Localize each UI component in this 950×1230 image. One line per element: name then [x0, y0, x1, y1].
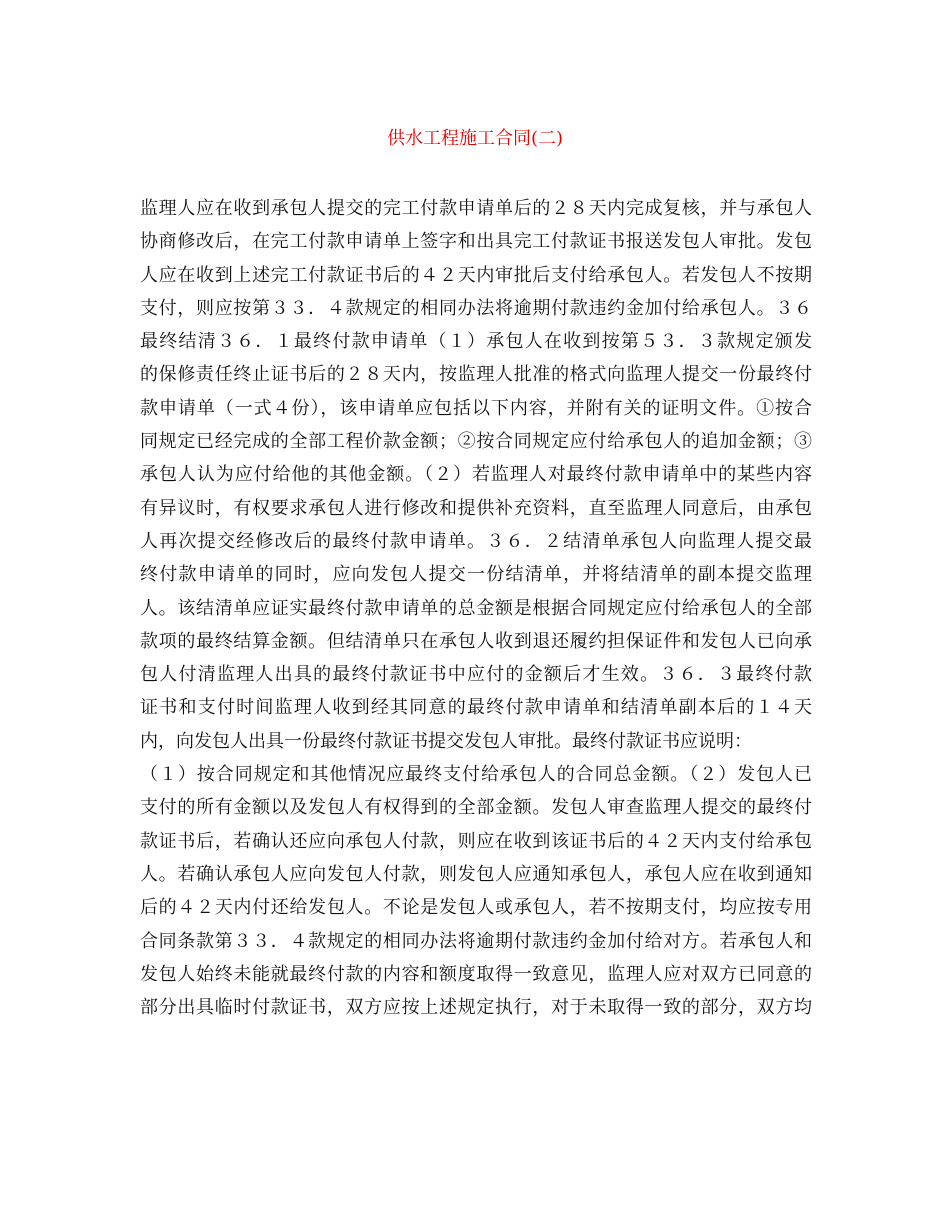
body-line: 终付款申请单的同时，应向发包人提交一份结清单，并将结清单的副本提交监理: [140, 564, 814, 586]
body-line: 款申请单（一式４份），该申请单应包括以下内容，并附有关的证明文件。①按合: [140, 397, 813, 419]
body-line: 发包人始终未能就最终付款的内容和额度取得一致意见，监理人应对双方已同意的: [140, 963, 813, 985]
body-line: 合同条款第３３．４款规定的相同办法将逾期付款违约金加付给对方。若承包人和: [140, 930, 813, 952]
document-title: 供水工程施工合同(二): [386, 128, 564, 149]
body-line: 承包人认为应付给他的其他金额。（２）若监理人对最终付款申请单中的某些内容: [140, 464, 813, 486]
body-line: 支付的所有金额以及发包人有权得到的全部金额。发包人审查监理人提交的最终付: [140, 797, 813, 819]
body-line: 支付，则应按第３３．４款规定的相同办法将逾期付款违约金加付给承包人。３６: [140, 297, 813, 319]
body-line: （１）按合同规定和其他情况应最终支付给承包人的合同总金额。（２）发包人已: [140, 764, 813, 786]
body-line: 款证书后，若确认还应向承包人付款，则应在收到该证书后的４２天内支付给承包: [140, 830, 813, 852]
body-line: 内，向发包人出具一份最终付款证书提交发包人审批。最终付款证书应说明：: [140, 730, 752, 752]
body-line: 有异议时，有权要求承包人进行修改和提供补充资料，直至监理人同意后，由承包: [140, 497, 813, 519]
body-line: 人。若确认承包人应向发包人付款，则发包人应通知承包人，承包人应在收到通知: [140, 863, 813, 885]
body-line: 人。该结清单应证实最终付款申请单的总金额是根据合同规定应付给承包人的全部: [140, 597, 813, 619]
document-body: [140, 192, 812, 1024]
body-line: 后的４２天内付还给发包人。不论是发包人或承包人，若不按期支付，均应按专用: [140, 897, 813, 919]
body-line: 款项的最终结算金额。但结清单只在承包人收到退还履约担保证件和发包人已向承: [140, 630, 813, 652]
body-line: 人再次提交经修改后的最终付款申请单。３６．２结清单承包人向监理人提交最: [140, 530, 814, 552]
body-line: 证书和支付时间监理人收到经其同意的最终付款申请单和结清单副本后的１４天: [140, 697, 814, 719]
body-line: 监理人应在收到承包人提交的完工付款申请单后的２８天内完成复核，并与承包人: [140, 198, 813, 219]
body-line: 协商修改后，在完工付款申请单上签字和出具完工付款证书报送发包人审批。发包: [140, 231, 813, 253]
body-line: 包人付清监理人出具的最终付款证书中应付的金额后才生效。３６．３最终付款: [140, 664, 814, 686]
body-line: 人应在收到上述完工付款证书后的４２天内审批后支付给承包人。若发包人不按期: [140, 264, 813, 286]
body-line: 最终结清３６．１最终付款申请单（１）承包人在收到按第５３．３款规定颁发: [140, 331, 814, 353]
body-line: 部分出具临时付款证书，双方应按上述规定执行，对于未取得一致的部分，双方均: [140, 997, 813, 1019]
body-line: 的保修责任终止证书后的２８天内，按监理人批准的格式向监理人提交一份最终付: [140, 364, 813, 386]
body-line: 同规定已经完成的全部工程价款金额；②按合同规定应付给承包人的追加金额；③: [140, 431, 813, 453]
